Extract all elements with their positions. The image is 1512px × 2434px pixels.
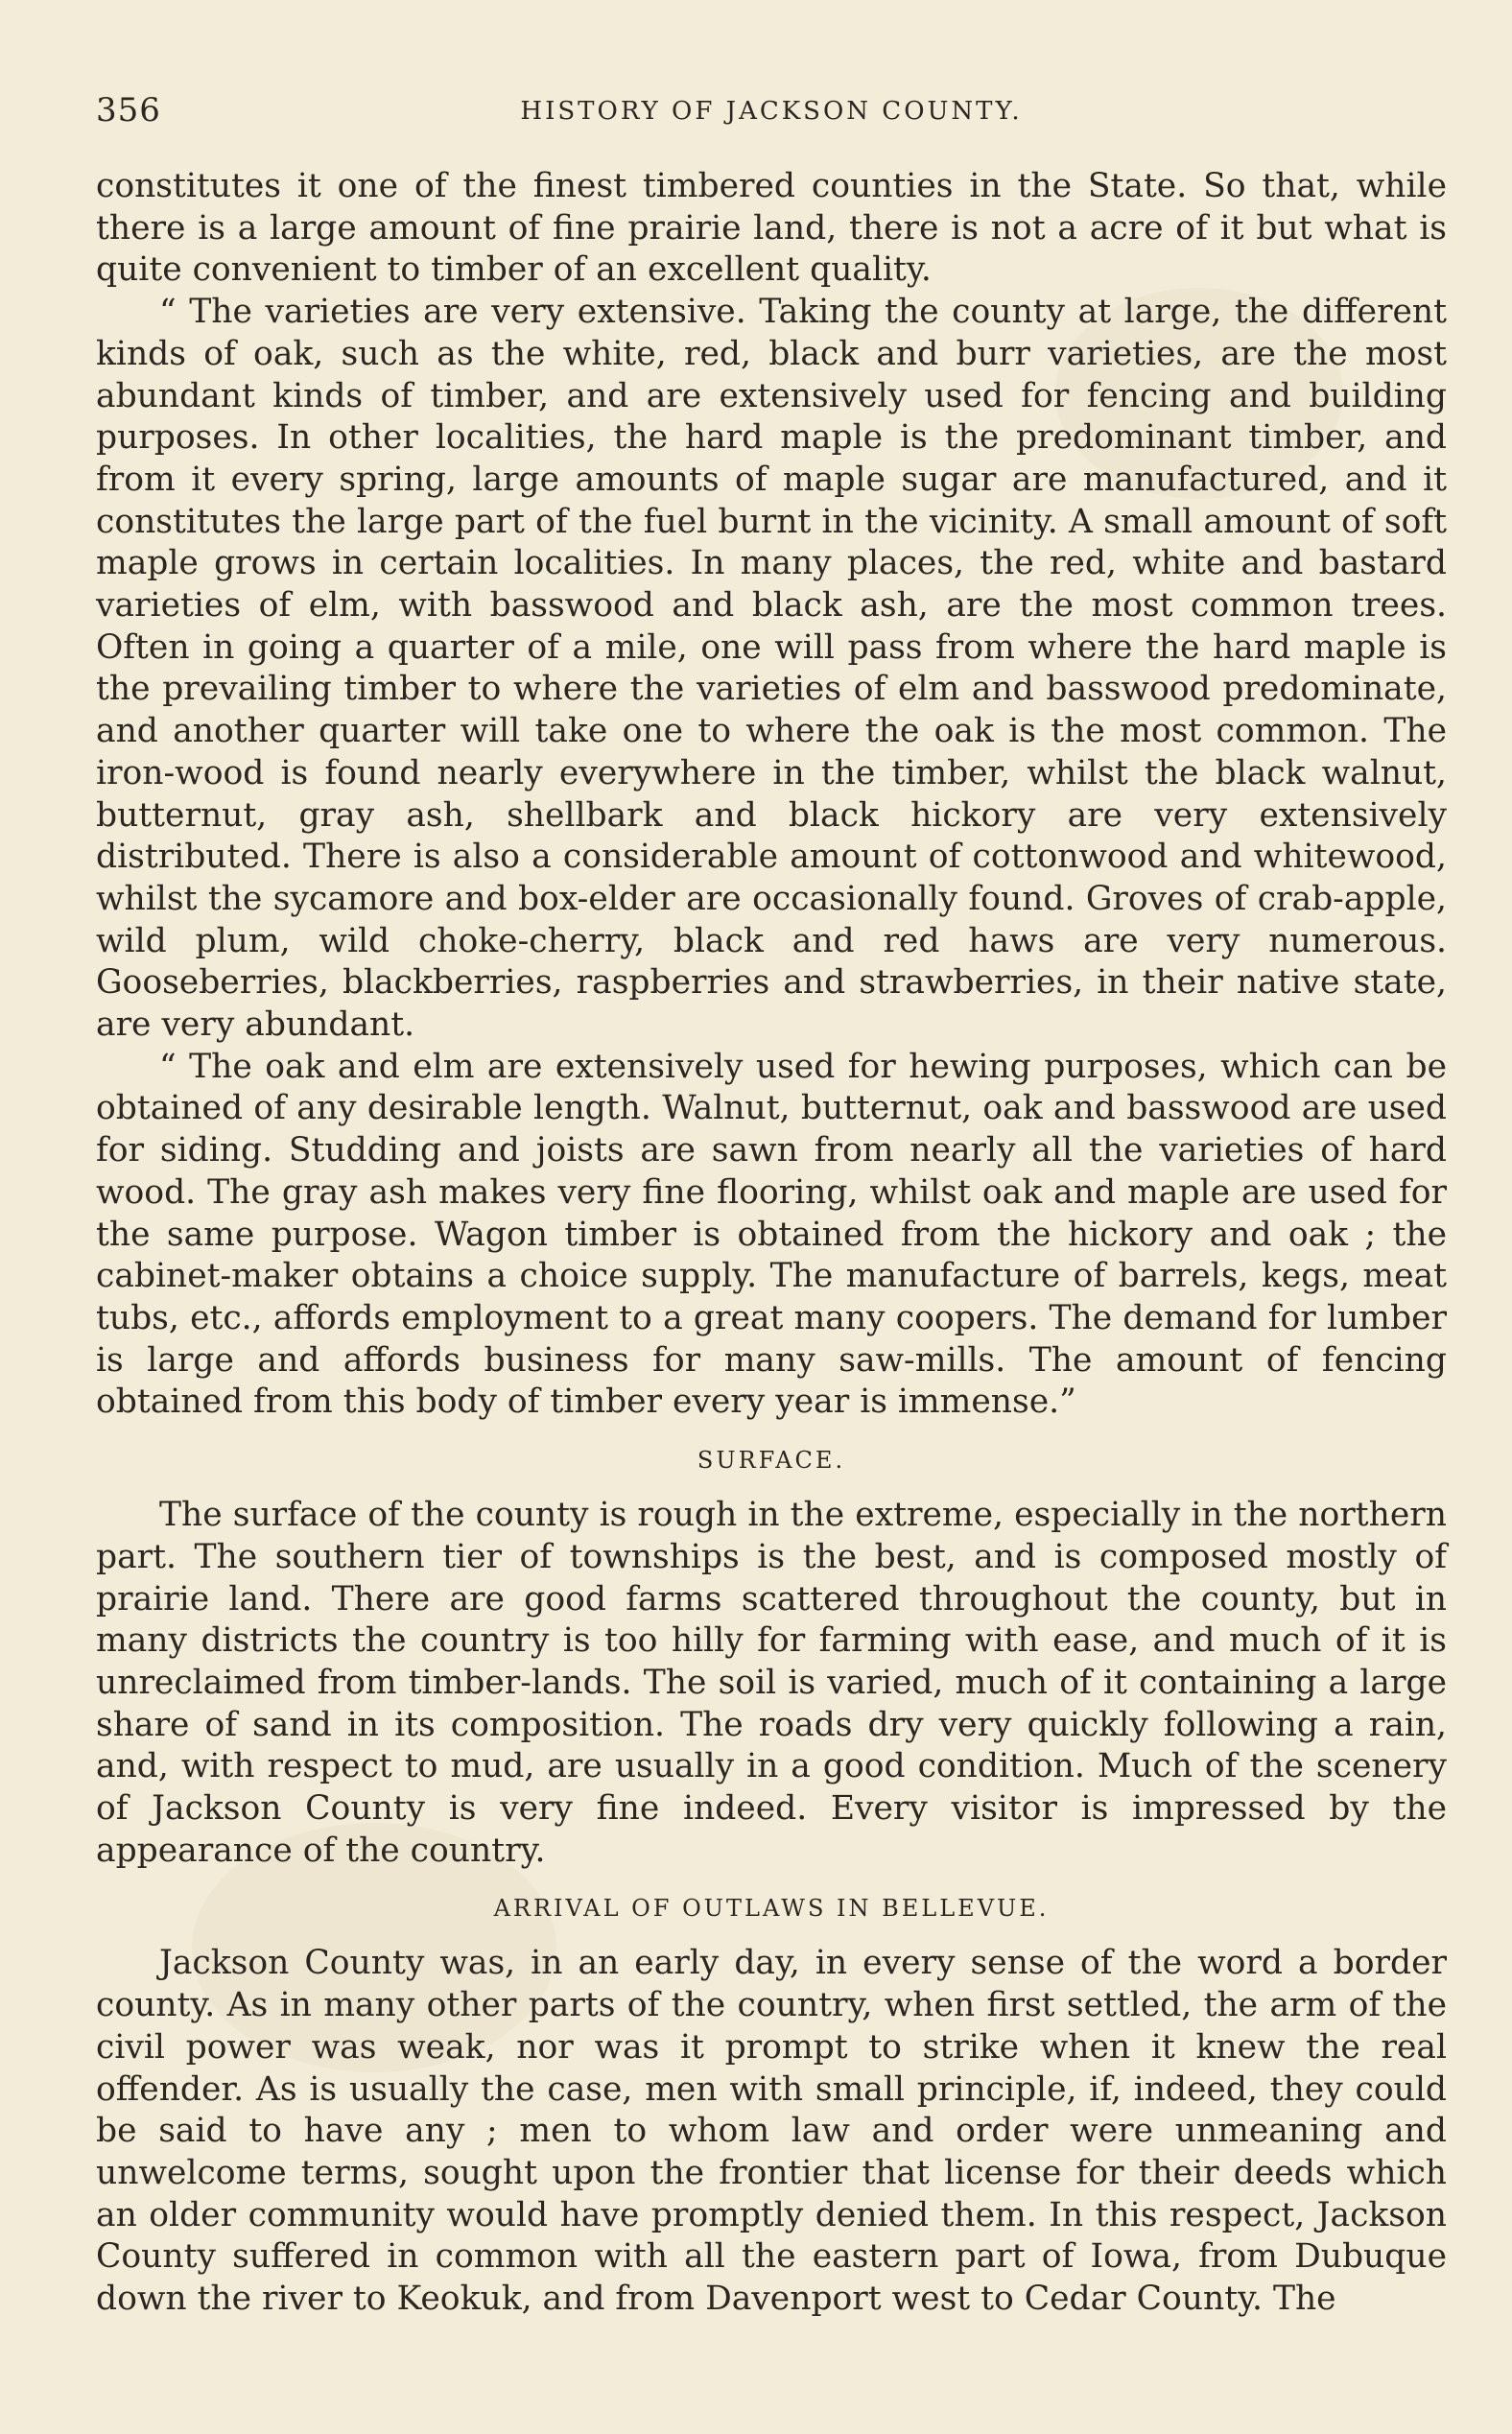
section-heading-arrival: ARRIVAL OF OUTLAWS IN BELLEVUE. <box>493 1895 1050 1923</box>
running-title: HISTORY OF JACKSON COUNTY. <box>520 97 1023 126</box>
paragraph-arrival: Jackson County was, in an early day, in every sense of the word a border county. As in many other parts of the country, when first settled, the arm of the civil power was weak, nor was it prompt to strike when it knew the real offender. As is usually the case, men with small principle, if, indeed, they could be said to have any ; men to whom law and order were unmeaning and unwelcome terms, sought upon the frontier that license for their deeds which an older community would have promptly denied them. In this respect, Jackson County suffered in common with all the eastern part of Iowa, from Dubuque down the river to Keokuk, and from Davenport west to Cedar County. The <box>96 1944 1447 2319</box>
paragraph-timber-uses: “ The oak and elm are extensively used for hewing purposes, which can be obtained of any desirable length. Walnut, butternut, oak and basswood are used for siding. Studding and joists are sawn from nearly all the varieties of hard wood. The gray ash makes very fine flooring, whilst oak and maple are used for the same purpose. Wagon timber is obtained from the hickory and oak ; the cabinet-maker obtains a choice supply. The manufacture of barrels, kegs, meat tubs, etc., affords employment to a great many coopers. The demand for lumber is large and affords business for many saw-mills. The amount of fencing obtained from this body of timber every year is immense.” <box>96 1047 1447 1422</box>
section-heading-surface: SURFACE. <box>697 1447 846 1475</box>
paragraph-timber-varieties: “ The varieties are very extensive. Taking the county at large, the different kinds of oak, such as the white, red, black and burr varieties, are the most abundant kinds of timber, and are extensively used for fencing and building purposes. In other localities, the hard maple is the predominant timber, and from it every spring, large amounts of maple sugar are manufactured, and it constitutes the large part of the fuel burnt in the vicinity. A small amount of soft maple grows in certain localities. In many places, the red, white and bastard varieties of elm, with basswood and black ash, are the most common trees. Often in going a quarter of a mile, one will pass from where the hard maple is the prevailing timber to where the varieties of elm and basswood predominate, and another quarter will take one to where the oak is the most common. The iron-wood is found nearly everywhere in the timber, whilst the black walnut, butternut, gray ash, shellbark and black hickory are very extensively distributed. There is also a considerable amount of cottonwood and whitewood, whilst the sycamore and box-elder are occasionally found. Groves of crab-apple, wild plum, wild choke-cherry, black and red haws are very numerous. Gooseberries, blackberries, raspberries and strawberries, in their native state, are very abundant. <box>96 293 1447 1045</box>
paragraph-surface: The surface of the county is rough in the extreme, especially in the northern part. The southern tier of townships is the best, and is composed mostly of prairie land. There are good farms scattered throughout the county, but in many districts the country is too hilly for farming with ease, and much of it is unreclaimed from timber-lands. The soil is varied, much of it containing a large share of sand in its composition. The roads dry very quickly following a rain, and, with respect to mud, are usually in a good condition. Much of the scenery of Jackson County is very fine indeed. Every visitor is impressed by the appearance of the country. <box>96 1496 1447 1870</box>
running-head <box>96 91 1447 139</box>
paragraph-continued: constitutes it one of the finest timbered counties in the State. So that, while there is a large amount of fine prairie land, there is not a acre of it but what is quite convenient to timber of an excellent quality. <box>96 167 1447 290</box>
book-page <box>96 91 1447 2321</box>
page-number: 356 <box>96 91 161 130</box>
